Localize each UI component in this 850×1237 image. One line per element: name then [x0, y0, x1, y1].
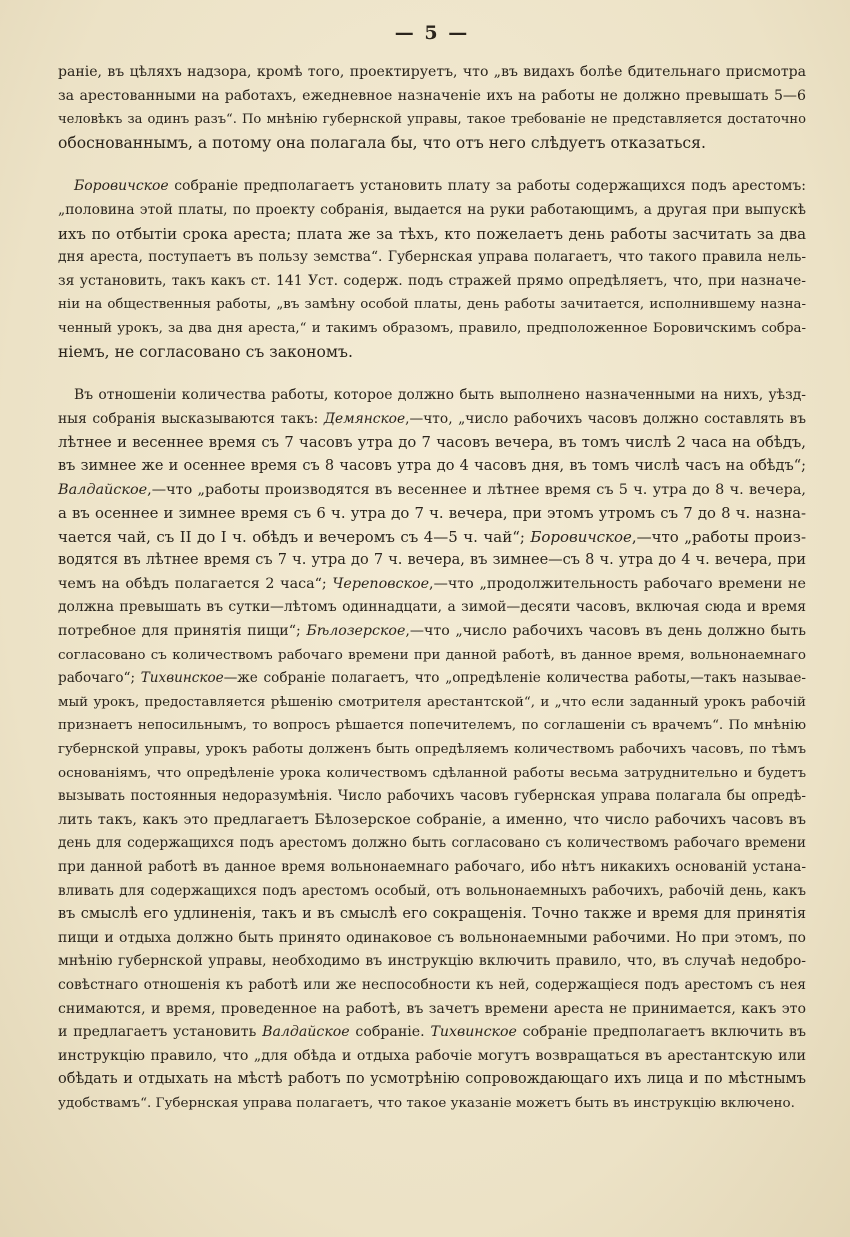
text-line	[58, 620, 806, 644]
text-segment: за арестованными на работахъ, ежедневное назначеніе ихъ на работы не должно превышать 5—6	[58, 87, 806, 104]
text-line	[58, 667, 806, 691]
text-segment: совѣстнаго отношенія къ работѣ или же неспособности къ ней, содержащіеся подъ арестомъ съ нея	[58, 976, 806, 993]
text-line	[58, 596, 806, 620]
text-line	[58, 246, 806, 270]
text-line	[58, 502, 806, 526]
text-line	[58, 85, 806, 109]
text-line	[58, 832, 806, 856]
text-segment: губернской управы, урокъ работы долженъ быть опредѣляемъ количествомъ рабочихъ часовъ, по тѣмъ	[58, 742, 806, 758]
text-line	[58, 199, 806, 223]
paragraph	[58, 384, 806, 1115]
text-line	[58, 175, 806, 199]
text-segment: рабочаго“;	[58, 670, 141, 687]
text-segment: основаніямъ, что опредѣленіе урока количествомъ сдѣланной работы весьма затруднительно и будетъ	[58, 765, 806, 781]
body-text	[58, 61, 806, 1116]
text-segment: обоснованнымъ, а потому она полагала бы, что отъ него слѣдуетъ отказаться.	[58, 133, 706, 152]
text-line	[58, 785, 806, 809]
text-segment: дня ареста, поступаетъ въ пользу земства“. Губернская управа полагаетъ, что такого правила нель-	[58, 249, 806, 266]
text-line	[58, 950, 806, 974]
text-segment: инструкцію правило, что „для обѣда и отдыха рабочіе могутъ возвращаться въ арестантскую или	[58, 1047, 806, 1064]
text-line	[58, 644, 806, 668]
text-segment: ,—что „работы производятся въ весеннее и лѣтнее время съ 5 ч. утра до 8 ч. вечера,	[147, 481, 806, 498]
text-line	[58, 270, 806, 294]
text-segment: день для содержащихся подъ арестомъ должно быть согласовано съ количествомъ рабочаго времени	[58, 835, 806, 852]
text-line	[58, 880, 806, 904]
italic-name: Демянское	[323, 410, 406, 427]
italic-name: Валдайское	[262, 1024, 350, 1041]
text-line	[58, 223, 806, 247]
text-segment: ихъ по отбытіи срока ареста; плата же за тѣхъ, кто пожелаетъ день работы засчитать за два	[58, 224, 806, 243]
text-segment: вливать для содержащихся подъ арестомъ особый, отъ вольнонаемныхъ рабочихъ, рабочій день, какъ	[58, 882, 806, 899]
text-segment: ,—что „число рабочихъ часовъ въ день должно быть	[405, 623, 807, 640]
text-segment: ,—что „работы произ-	[631, 527, 807, 546]
text-segment: зя установить, такъ какъ ст. 141 Уст. содерж. подъ стражей прямо опредѣляетъ, что, при назначе-	[58, 272, 806, 289]
text-line	[58, 293, 806, 317]
text-segment: ,—что, „число рабочихъ часовъ должно составлять въ	[405, 410, 806, 427]
text-line	[58, 61, 806, 85]
text-line	[58, 1045, 806, 1069]
text-segment: и предлагаетъ установить	[58, 1024, 263, 1041]
text-segment: —же собраніе полагаетъ, что „опредѣленіе количества работы,—такъ называе-	[223, 670, 806, 687]
text-segment: раніе, въ цѣляхъ надзора, кромѣ того, проектируетъ, что „въ видахъ болѣе бдительнаго присмотра	[58, 64, 806, 80]
text-segment: Въ отношеніи количества работы, которое должно быть выполнено назначенными на нихъ, уѣзд-	[74, 387, 806, 404]
text-line	[58, 108, 806, 132]
text-segment: мнѣнію губернской управы, необходимо въ инструкцію включить правило, что, въ случаѣ недобро-	[58, 953, 806, 970]
text-line	[58, 691, 806, 715]
text-segment: собраніе предполагаетъ установить плату за работы содержащихся подъ арестомъ:	[168, 178, 806, 195]
text-line	[58, 384, 806, 408]
text-segment: ,—что „продолжительность рабочаго времени не	[429, 575, 807, 592]
text-line	[58, 1092, 806, 1116]
text-segment: снимаются, и время, проведенное на работѣ, въ зачетъ времени ареста не принимается, какъ это	[58, 1000, 806, 1017]
text-segment: лить такъ, какъ это предлагаетъ Бѣлозерское собраніе, а именно, что число рабочихъ часовъ въ	[58, 811, 806, 828]
text-line	[58, 132, 806, 156]
text-segment: признаетъ непосильнымъ, то вопросъ рѣшается попечителемъ, по соглашеніи съ врачемъ“. По мнѣнію	[58, 718, 806, 734]
text-segment: собраніе.	[349, 1024, 431, 1041]
text-line	[58, 455, 806, 479]
paragraph	[58, 61, 806, 155]
text-line	[58, 526, 806, 550]
text-segment: ченный урокъ, за два дня ареста,“ и такимъ образомъ, правило, предположенное Боровичскимъ собра-	[58, 320, 806, 336]
italic-name: Череповское	[332, 575, 430, 592]
text-segment: удобствамъ“. Губернская управа полагаетъ, что такое указаніе можетъ быть въ инструкцію включено.	[58, 1094, 795, 1111]
page-number: — 5 —	[394, 22, 470, 44]
text-segment: согласовано съ количествомъ рабочаго времени при данной работѣ, въ данное время, вольнонаемнаго	[58, 647, 806, 663]
text-line	[58, 809, 806, 833]
text-line	[58, 927, 806, 951]
text-line	[58, 549, 806, 573]
text-segment: а въ осеннее и зимнее время съ 6 ч. утра до 7 ч. вечера, при этомъ утромъ съ 7 до 8 ч. назна-	[58, 505, 806, 523]
text-segment: обѣдать и отдыхать на мѣстѣ работъ по усмотрѣнію сопровождающаго ихъ лица и по мѣстнымъ	[58, 1071, 806, 1088]
text-line	[58, 903, 806, 927]
text-segment: ніемъ, не согласовано съ закономъ.	[58, 342, 353, 361]
text-segment: ныя собранія высказываются такъ:	[58, 410, 324, 427]
paragraph	[58, 175, 806, 364]
text-segment: чается чай, съ II до I ч. обѣдъ и вечеромъ съ 4—5 ч. чай“;	[58, 527, 531, 546]
italic-name: Бѣлозерское	[306, 623, 406, 640]
text-line	[58, 974, 806, 998]
text-segment: лѣтнее и весеннее время съ 7 часовъ утра до 7 часовъ вечера, въ томъ числѣ 2 часа на обѣдъ,	[58, 434, 806, 452]
text-line	[58, 1068, 806, 1092]
text-segment: вызывать постоянныя недоразумѣнія. Число рабочихъ часовъ губернская управа полагала бы опредѣ-	[58, 788, 806, 805]
italic-name: Боровичское	[74, 178, 169, 195]
text-line	[58, 856, 806, 880]
text-segment: мый урокъ, предоставляется рѣшенію смотрителя арестантской“, и „что если заданный урокъ рабочій	[58, 694, 806, 710]
text-segment: водятся въ лѣтнее время съ 7 ч. утра до 7 ч. вечера, въ зимнее—съ 8 ч. утра до 4 ч. вечера, при	[58, 552, 806, 569]
text-segment: въ зимнее же и осеннее время съ 8 часовъ утра до 4 часовъ дня, въ томъ числѣ часъ на обѣдъ“;	[58, 457, 806, 474]
text-segment: пищи и отдыха должно быть принято одинаковое съ вольнонаемными рабочими. Но при этомъ, по	[58, 929, 806, 946]
text-segment: ніи на общественныя работы, „въ замѣну особой платы, день работы зачитается, исполнившему назна-	[58, 297, 806, 313]
italic-name: Тихвинское	[140, 670, 224, 687]
text-segment: чемъ на обѣдъ полагается 2 часа“;	[58, 575, 333, 592]
italic-name: Боровичское	[530, 527, 632, 546]
text-segment: при данной работѣ въ данное время вольнонаемнаго рабочаго, ибо нѣтъ никакихъ основаній устана-	[58, 859, 806, 875]
text-line	[58, 714, 806, 738]
text-line	[58, 408, 806, 432]
text-segment: потребное для принятія пищи“;	[58, 623, 307, 640]
text-segment: должна превышать въ сутки—лѣтомъ одиннадцати, а зимой—десяти часовъ, включая сюда и время	[58, 599, 806, 616]
text-segment: человѣкъ за одинъ разъ“. По мнѣнію губернской управы, такое требованіе не представляется достаточно	[58, 112, 806, 128]
text-line	[58, 738, 806, 762]
text-line	[58, 1021, 806, 1045]
text-line	[58, 573, 806, 597]
text-line	[58, 431, 806, 455]
text-line	[58, 762, 806, 786]
text-segment: собраніе предполагаетъ включить въ	[516, 1024, 806, 1041]
italic-name: Тихвинское	[430, 1024, 517, 1041]
italic-name: Валдайское	[58, 481, 148, 498]
text-segment: въ смыслѣ его удлиненія, такъ и въ смыслѣ его сокращенія. Точно также и время для принятія	[58, 906, 806, 923]
text-line	[58, 341, 806, 365]
text-line	[58, 479, 806, 503]
text-line	[58, 998, 806, 1022]
text-segment: „половина этой платы, по проекту собранія, выдается на руки работающимъ, а другая при выпускѣ	[58, 201, 806, 218]
text-line	[58, 317, 806, 341]
